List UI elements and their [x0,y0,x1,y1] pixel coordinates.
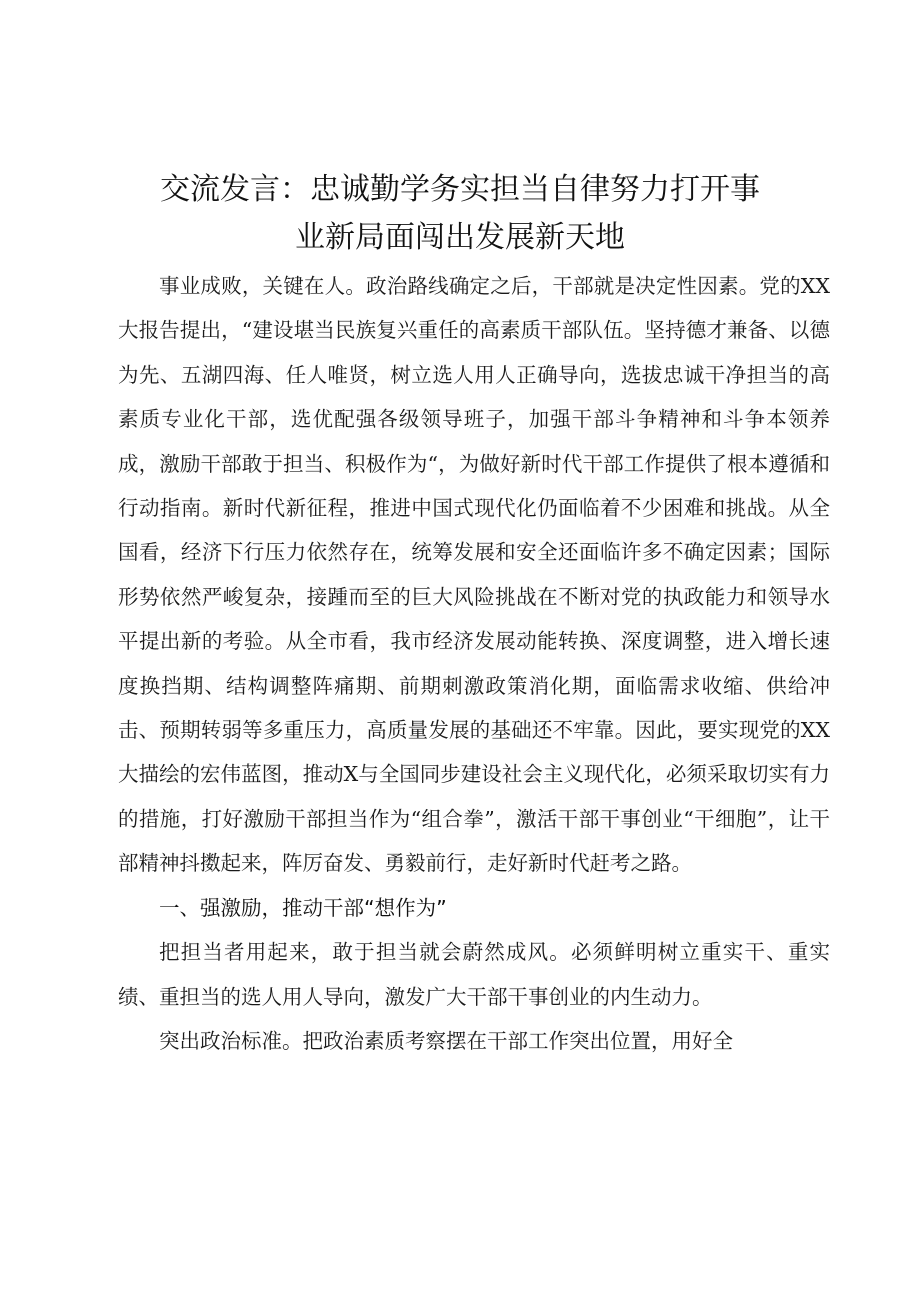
section-paragraph: 突出政治标准。把政治素质考察摆在干部工作突出位置，用好全 [159,1028,733,1053]
section-heading: 一、强激励，推动干部“想作为” [159,895,447,920]
document-body [118,264,830,1063]
document-title-line-2: 业新局面闯出发展新天地 [295,220,625,255]
document-title-line-1: 交流发言：忠诚勤学务实担当自律努力打开事 [160,172,760,207]
intro-paragraph: 事业成败，关键在人。政治路线确定之后，干部就是决定性因素。党的XX大报告提出，“建设堪当民族复兴重任的高素质干部队伍。坚持德才兼备、以德为先、五湖四海、任人唯贤，树立选人用人正确导向，选拔忠诚干净担当的高素质专业化干部，选优配强各级领导班子，加强干部斗争精神和斗争本领养成，激励干部敢于担当、积极作为“，为做好新时代干部工作提供了根本遵循和行动指南。新时代新征程，推进中国式现代化仍面临着不少困难和挑战。从全国看，经济下行压力依然存在，统筹发展和安全还面临许多不确定因素；国际形势依然严峻复杂，接踵而至的巨大风险挑战在不断对党的执政能力和领导水平提出新的考验。从全市看，我市经济发展动能转换、深度调整，进入增长速度换挡期、结构调整阵痛期、前期刺激政策消化期，面临需求收缩、供给冲击、预期转弱等多重压力，高质量发展的基础还不牢靠。因此，要实现党的XX大描绘的宏伟蓝图，推动X与全国同步建设社会主义现代化，必须采取切实有力的措施，打好激励干部担当作为“组合拳”，激活干部干事创业“干细胞”，让干部精神抖擞起来，阵厉奋发、勇毅前行，走好新时代赶考之路。 [118,274,830,876]
section-paragraph: 把担当者用起来，敢于担当就会蔚然成风。必须鲜明树立重实干、重实绩、重担当的选人用人导向，激发广大干部干事创业的内生动力。 [118,940,830,1009]
